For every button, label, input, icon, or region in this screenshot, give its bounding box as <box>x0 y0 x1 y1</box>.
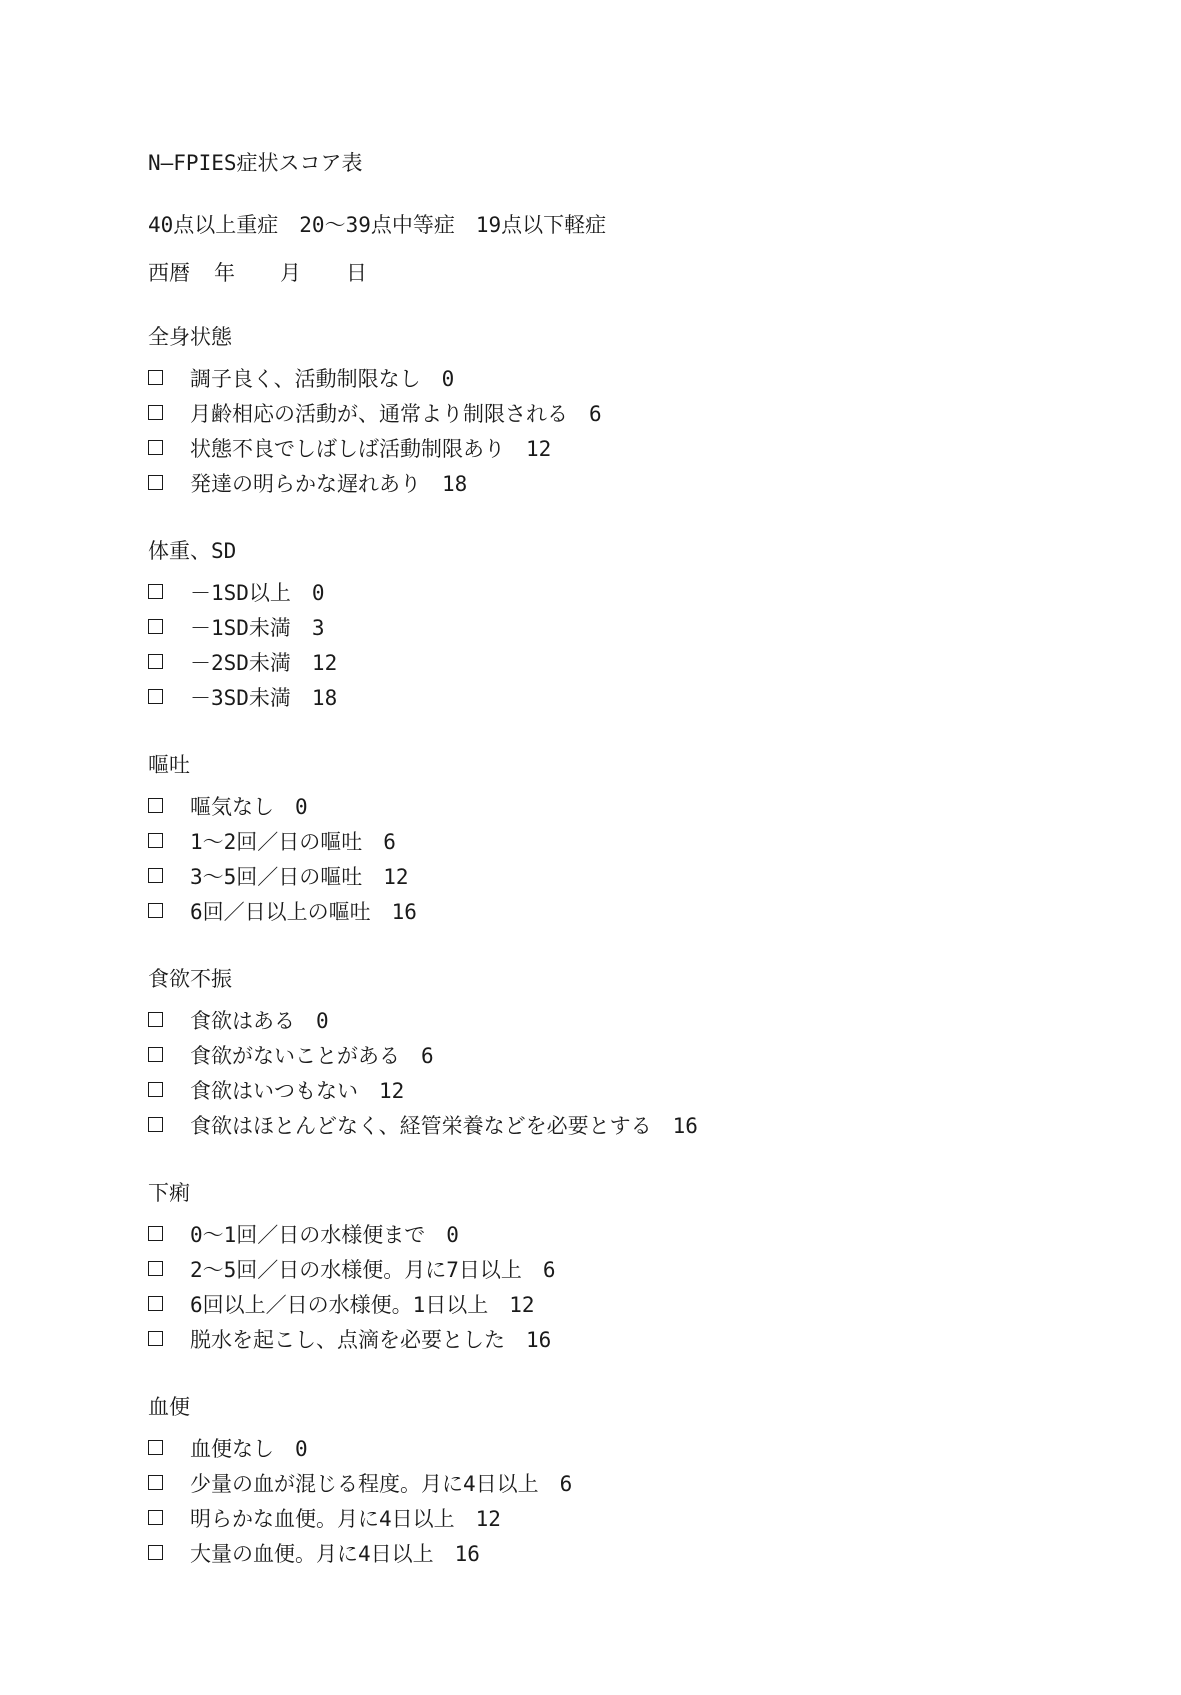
score-option[interactable] <box>148 1251 1128 1286</box>
score-option[interactable] <box>148 1535 1128 1570</box>
option-label: 少量の血が混じる程度。月に4日以上 6 <box>190 1471 573 1496</box>
section-title: 下痢 <box>148 1181 190 1205</box>
score-option[interactable] <box>148 1216 1128 1251</box>
option-label: 脱水を起こし、点滴を必要とした 16 <box>190 1327 552 1352</box>
score-option[interactable] <box>148 609 1128 644</box>
option-label: 2～5回／日の水様便。月に7日以上 6 <box>190 1257 556 1282</box>
option-label: 大量の血便。月に4日以上 16 <box>190 1541 480 1566</box>
score-sheet <box>148 150 1128 1608</box>
section-title: 全身状態 <box>148 325 232 349</box>
score-option[interactable] <box>148 1500 1128 1535</box>
score-option[interactable] <box>148 360 1128 395</box>
option-label: 1～2回／日の嘔吐 6 <box>190 829 396 854</box>
option-label: 食欲はいつもない 12 <box>190 1078 405 1103</box>
checkbox-icon[interactable] <box>148 584 163 599</box>
checkbox-icon[interactable] <box>148 868 163 883</box>
score-option[interactable] <box>148 823 1128 858</box>
option-label: 月齢相応の活動が、通常より制限される 6 <box>190 401 602 426</box>
checkbox-icon[interactable] <box>148 1331 163 1346</box>
checkbox-icon[interactable] <box>148 689 163 704</box>
score-option[interactable] <box>148 679 1128 714</box>
score-option[interactable] <box>148 1286 1128 1321</box>
checkbox-icon[interactable] <box>148 833 163 848</box>
page-title: N―FPIES症状スコア表 <box>148 151 363 175</box>
score-option[interactable] <box>148 644 1128 679</box>
score-option[interactable] <box>148 893 1128 928</box>
checkbox-icon[interactable] <box>148 1012 163 1027</box>
option-label: 6回以上／日の水様便。1日以上 12 <box>190 1292 535 1317</box>
checkbox-icon[interactable] <box>148 619 163 634</box>
option-label: 食欲はほとんどなく、経管栄養などを必要とする 16 <box>190 1113 698 1138</box>
score-option[interactable] <box>148 1037 1128 1072</box>
score-section <box>148 1180 1128 1356</box>
score-section <box>148 324 1128 500</box>
section-title: 血便 <box>148 1395 190 1419</box>
score-section <box>148 966 1128 1142</box>
score-option[interactable] <box>148 430 1128 465</box>
score-option[interactable] <box>148 1107 1128 1142</box>
score-option[interactable] <box>148 1072 1128 1107</box>
date-year-label: 年 <box>214 261 235 285</box>
checkbox-icon[interactable] <box>148 903 163 918</box>
checkbox-icon[interactable] <box>148 1440 163 1455</box>
date-era-label: 西暦 <box>148 261 190 285</box>
option-label: 0～1回／日の水様便まで 0 <box>190 1222 459 1247</box>
section-title: 食欲不振 <box>148 967 232 991</box>
date-month-label: 月 <box>280 261 301 285</box>
checkbox-icon[interactable] <box>148 440 163 455</box>
checkbox-icon[interactable] <box>148 1296 163 1311</box>
option-label: 食欲はある 0 <box>190 1008 329 1033</box>
score-option[interactable] <box>148 465 1128 500</box>
score-section <box>148 752 1128 928</box>
score-option[interactable] <box>148 1465 1128 1500</box>
option-label: 3～5回／日の嘔吐 12 <box>190 864 409 889</box>
checkbox-icon[interactable] <box>148 1475 163 1490</box>
checkbox-icon[interactable] <box>148 1117 163 1132</box>
severity-legend: 40点以上重症 20～39点中等症 19点以下軽症 <box>148 213 607 237</box>
option-label: －2SD未満 12 <box>190 650 338 675</box>
sections-container <box>148 324 1128 1570</box>
option-label: －1SD未満 3 <box>190 615 325 640</box>
score-section <box>148 538 1128 714</box>
date-row <box>148 260 1128 286</box>
option-label: 状態不良でしばしば活動制限あり 12 <box>190 436 552 461</box>
checkbox-icon[interactable] <box>148 1261 163 1276</box>
option-label: 食欲がないことがある 6 <box>190 1043 434 1068</box>
score-section <box>148 1394 1128 1570</box>
score-option[interactable] <box>148 1430 1128 1465</box>
score-option[interactable] <box>148 788 1128 823</box>
section-title: 体重、SD <box>148 539 237 563</box>
checkbox-icon[interactable] <box>148 1226 163 1241</box>
option-label: 6回／日以上の嘔吐 16 <box>190 899 417 924</box>
checkbox-icon[interactable] <box>148 475 163 490</box>
score-option[interactable] <box>148 395 1128 430</box>
checkbox-icon[interactable] <box>148 798 163 813</box>
score-option[interactable] <box>148 858 1128 893</box>
score-option[interactable] <box>148 1321 1128 1356</box>
option-label: 血便なし 0 <box>190 1436 308 1461</box>
checkbox-icon[interactable] <box>148 405 163 420</box>
option-label: －1SD以上 0 <box>190 580 325 605</box>
score-option[interactable] <box>148 574 1128 609</box>
checkbox-icon[interactable] <box>148 1510 163 1525</box>
option-label: 発達の明らかな遅れあり 18 <box>190 471 468 496</box>
score-option[interactable] <box>148 1002 1128 1037</box>
checkbox-icon[interactable] <box>148 1047 163 1062</box>
option-label: 調子良く、活動制限なし 0 <box>190 366 455 391</box>
option-label: －3SD未満 18 <box>190 685 338 710</box>
option-label: 明らかな血便。月に4日以上 12 <box>190 1506 501 1531</box>
checkbox-icon[interactable] <box>148 654 163 669</box>
checkbox-icon[interactable] <box>148 1082 163 1097</box>
checkbox-icon[interactable] <box>148 1545 163 1560</box>
section-title: 嘔吐 <box>148 753 190 777</box>
option-label: 嘔気なし 0 <box>190 794 308 819</box>
date-day-label: 日 <box>346 261 367 285</box>
checkbox-icon[interactable] <box>148 370 163 385</box>
